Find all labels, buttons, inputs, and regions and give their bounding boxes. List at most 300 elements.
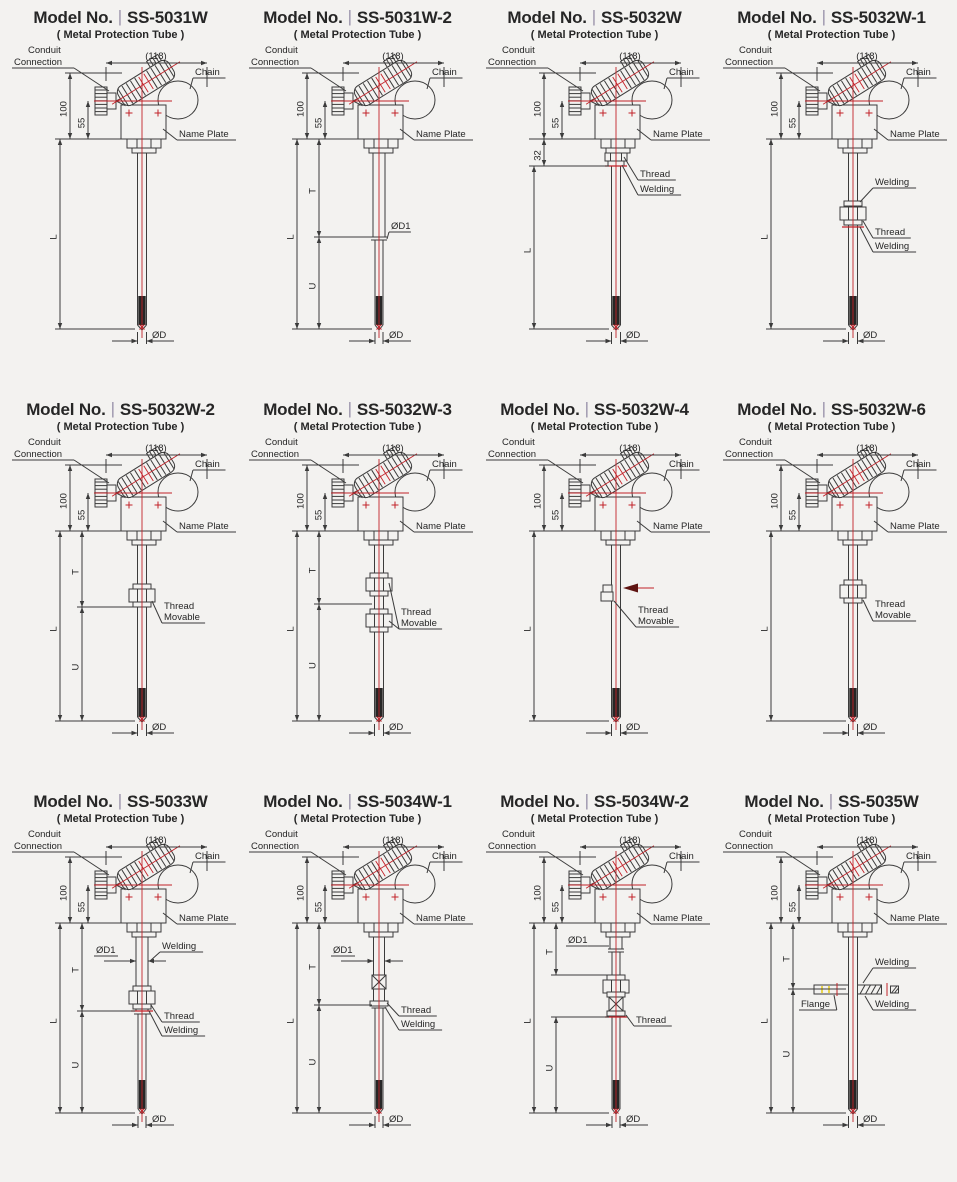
dim-label: 100 <box>58 101 70 117</box>
dim-label: 32 <box>532 150 544 161</box>
od-label: ØD <box>626 330 641 341</box>
model-title-prefix: Model No. <box>500 400 580 419</box>
callout-label: Welding <box>875 957 910 968</box>
callout-label: Name Plate <box>179 521 229 532</box>
callouts <box>249 829 473 1030</box>
callouts <box>12 829 236 1036</box>
od1-label: ØD1 <box>96 945 116 956</box>
dimension-vertical <box>49 923 136 1113</box>
model-title-prefix: Model No. <box>737 400 817 419</box>
name-plate-callout <box>874 913 947 924</box>
dim-label: 55 <box>550 901 562 913</box>
callout-label: Name Plate <box>416 129 466 140</box>
dimension-vertical <box>788 101 802 139</box>
dim-label: T <box>544 949 556 955</box>
model-cell-SS-5032W-3 <box>239 398 476 790</box>
dim-label: T <box>70 967 82 973</box>
od-label: ØD <box>863 330 878 341</box>
model-subtitle: ( Metal Protection Tube ) <box>293 421 422 433</box>
model-callout <box>626 1015 672 1026</box>
callout-label: Conduit <box>28 829 61 840</box>
dim-label: 55 <box>787 117 799 129</box>
dimension-vertical <box>286 923 373 1113</box>
dimension-vertical <box>533 73 547 139</box>
chain-callout <box>427 67 463 89</box>
model-cell-SS-5032W-1 <box>713 6 950 398</box>
title-separator: | <box>828 791 834 810</box>
callout-label: Welding <box>401 1019 436 1030</box>
name-plate-callout <box>163 129 236 140</box>
dim-label: 55 <box>787 901 799 913</box>
dimension-vertical <box>523 531 610 721</box>
callout-label: Conduit <box>28 437 61 448</box>
dimension-vertical <box>533 465 547 531</box>
dim-label: 55 <box>313 901 325 913</box>
dim-label: 100 <box>295 101 307 117</box>
callout-label: Movable <box>638 616 674 627</box>
name-plate-callout <box>874 129 947 140</box>
model-callout <box>865 996 916 1010</box>
dimension-vertical <box>59 465 73 531</box>
dim-label: (118) <box>619 443 641 454</box>
dimension-vertical <box>314 493 328 531</box>
title-separator: | <box>347 791 352 810</box>
model-subtitle: ( Metal Protection Tube ) <box>767 421 896 433</box>
dimension-vertical <box>760 923 847 1113</box>
title-separator: | <box>821 7 826 26</box>
dim-label: T <box>70 569 82 575</box>
dimension-vertical <box>545 923 610 975</box>
callout-label: Flange <box>801 999 831 1010</box>
model-cell-SS-5032W-2 <box>2 398 239 790</box>
model-title-prefix: Model No. <box>26 400 106 419</box>
model-callout <box>860 177 916 202</box>
model-number: SS-5032W-2 <box>119 400 215 419</box>
model-title <box>2 792 239 812</box>
dimension-vertical <box>782 923 847 989</box>
callout-label: Chain <box>195 67 220 78</box>
dimension-vertical <box>788 493 802 531</box>
chain-callout <box>427 851 463 873</box>
title-separator: | <box>821 399 826 418</box>
title-separator: | <box>584 791 589 810</box>
dimension-vertical <box>760 531 847 721</box>
technical-drawing <box>713 433 950 751</box>
dim-label: L <box>759 1018 771 1024</box>
title-separator: | <box>584 399 589 418</box>
technical-drawing <box>713 825 950 1143</box>
callouts <box>723 45 947 252</box>
model-subtitle: ( Metal Protection Tube ) <box>56 29 185 41</box>
dim-label: (118) <box>382 51 404 62</box>
dimension-vertical <box>788 885 802 923</box>
callout-label: Chain <box>669 67 694 78</box>
model-number: SS-5032W-4 <box>593 400 689 419</box>
model-callout <box>614 601 679 627</box>
dim-label: (118) <box>382 443 404 454</box>
model-callout <box>799 995 837 1010</box>
dimension-vertical <box>314 101 328 139</box>
dim-label: 100 <box>295 885 307 901</box>
dim-label: 100 <box>532 493 544 509</box>
dimension-vertical <box>308 1005 373 1113</box>
dimension-vertical <box>71 607 136 721</box>
model-number: SS-5035W <box>838 792 919 811</box>
dim-label: L <box>759 234 771 240</box>
name-plate-callout <box>637 129 710 140</box>
dimension-vertical <box>71 1011 136 1113</box>
name-plate-callout <box>874 521 947 532</box>
callouts <box>249 45 473 239</box>
callout-label: Conduit <box>265 437 298 448</box>
model-cell-SS-5032W-4 <box>476 398 713 790</box>
model-callout <box>151 1005 200 1022</box>
dim-label: L <box>48 234 60 240</box>
dim-label: L <box>522 247 534 254</box>
title-separator: | <box>347 7 352 26</box>
model-title <box>239 792 476 812</box>
dim-label: (118) <box>856 443 878 454</box>
dim-label: U <box>70 1061 82 1069</box>
dim-label: U <box>307 282 319 290</box>
callout-label: Connection <box>488 449 537 460</box>
model-number: SS-5031W <box>127 8 208 27</box>
dim-label: 55 <box>76 509 88 521</box>
dim-label: 100 <box>58 885 70 901</box>
chain-callout <box>901 67 937 89</box>
technical-drawing <box>239 41 476 359</box>
model-title <box>239 8 476 28</box>
model-title <box>476 792 713 812</box>
dimension-vertical <box>77 101 91 139</box>
callout-label: Name Plate <box>416 913 466 924</box>
dimension-vertical <box>59 73 73 139</box>
callout-label: Chain <box>906 851 931 862</box>
name-plate-callout <box>637 913 710 924</box>
technical-drawing <box>476 41 713 359</box>
chain-callout <box>190 67 226 89</box>
dim-label: 100 <box>58 493 70 509</box>
title-separator: | <box>117 7 123 26</box>
model-callout <box>863 957 916 983</box>
dimension-vertical <box>770 73 784 139</box>
callout-label: Conduit <box>502 45 535 56</box>
dimension-vertical <box>770 857 784 923</box>
model-cell-SS-5033W <box>2 790 239 1182</box>
model-title-prefix: Model No. <box>507 8 587 27</box>
model-callout <box>389 583 442 629</box>
callout-label: Connection <box>725 841 774 852</box>
model-subtitle: ( Metal Protection Tube ) <box>530 421 659 433</box>
model-title <box>713 8 950 28</box>
model-subtitle: ( Metal Protection Tube ) <box>56 813 185 825</box>
dim-label: L <box>759 626 771 632</box>
technical-drawing <box>2 433 239 751</box>
callout-label: Movable <box>875 610 911 621</box>
chain-callout <box>901 851 937 873</box>
model-callout <box>150 941 203 961</box>
dim-label: T <box>307 188 319 194</box>
od-label: ØD <box>389 1114 404 1125</box>
callout-label: Conduit <box>739 829 772 840</box>
dim-label: 55 <box>550 509 562 521</box>
model-number: SS-5034W-1 <box>356 792 452 811</box>
chain-callout <box>664 67 700 89</box>
dim-label: 100 <box>532 885 544 901</box>
dim-label: 55 <box>313 117 325 129</box>
dim-label: (118) <box>619 835 641 846</box>
title-separator: | <box>110 399 115 418</box>
chain-callout <box>190 459 226 481</box>
dim-label: (118) <box>619 51 641 62</box>
callout-label: Name Plate <box>653 521 703 532</box>
od-label: ØD <box>626 1114 641 1125</box>
callouts <box>486 437 710 627</box>
dim-label: 55 <box>550 117 562 129</box>
dim-label: L <box>522 1018 534 1024</box>
model-title-prefix: Model No. <box>263 400 343 419</box>
callout-label: Welding <box>875 177 910 188</box>
dimension-vertical <box>551 493 565 531</box>
model-number: SS-5031W-2 <box>356 8 452 27</box>
od-label: ØD <box>863 722 878 733</box>
callout-label: Name Plate <box>179 913 229 924</box>
model-number: SS-5032W-3 <box>356 400 452 419</box>
model-title <box>476 400 713 420</box>
dimension-vertical <box>551 885 565 923</box>
dimension-vertical <box>286 139 373 329</box>
technical-drawing <box>2 825 239 1143</box>
callout-label: Welding <box>640 184 675 195</box>
callout-label: Connection <box>251 841 300 852</box>
callout-label: Name Plate <box>653 129 703 140</box>
od-label: ØD <box>626 722 641 733</box>
callout-label: Thread <box>638 605 669 616</box>
dim-label: 100 <box>769 101 781 117</box>
callout-label: Conduit <box>502 437 535 448</box>
dimension-vertical <box>59 857 73 923</box>
dimension-vertical <box>533 857 547 923</box>
name-plate-callout <box>163 521 236 532</box>
callout-label: Thread <box>164 1011 195 1022</box>
dimension-vertical <box>296 857 310 923</box>
dim-label: 100 <box>769 885 781 901</box>
model-title <box>2 8 239 28</box>
callout-label: Thread <box>875 599 906 610</box>
dimension-vertical <box>314 885 328 923</box>
model-title <box>2 400 239 420</box>
callout-label: Chain <box>669 459 694 470</box>
technical-drawing <box>2 41 239 359</box>
dimension-vertical <box>77 885 91 923</box>
model-callout <box>566 935 609 946</box>
callout-label: Conduit <box>739 437 772 448</box>
model-title-prefix: Model No. <box>737 8 817 27</box>
dim-label: U <box>781 1050 793 1058</box>
callout-label: Connection <box>725 57 774 68</box>
callout-label: Chain <box>906 459 931 470</box>
dimension-vertical <box>308 237 373 329</box>
model-callout <box>387 221 411 239</box>
callout-label: Thread <box>640 169 671 180</box>
technical-drawing <box>476 825 713 1143</box>
model-number: SS-5033W <box>127 792 208 811</box>
callouts <box>486 829 710 1026</box>
callout-label: Thread <box>401 1005 432 1016</box>
callout-label: Conduit <box>28 45 61 56</box>
model-number: SS-5034W-2 <box>593 792 689 811</box>
model-subtitle: ( Metal Protection Tube ) <box>56 421 185 433</box>
dim-label: T <box>307 964 319 970</box>
callout-label: Chain <box>432 851 457 862</box>
od-label: ØD <box>152 1114 167 1125</box>
dim-label: 100 <box>769 493 781 509</box>
tube-fittings <box>94 945 166 1011</box>
dim-label: U <box>307 662 319 669</box>
callout-label: Connection <box>14 57 63 68</box>
callout-label: Connection <box>251 449 300 460</box>
dim-label: L <box>285 626 297 632</box>
title-separator: | <box>347 399 352 418</box>
callout-label: Welding <box>875 999 910 1010</box>
callout-label: Thread <box>636 1015 667 1026</box>
callout-label: Name Plate <box>890 521 940 532</box>
name-plate-callout <box>637 521 710 532</box>
dimension-vertical <box>533 139 610 166</box>
model-title <box>713 400 950 420</box>
dim-label: L <box>285 1018 297 1024</box>
od-label: ØD <box>863 1114 878 1125</box>
callout-label: ØD1 <box>391 221 411 232</box>
callout-label: Thread <box>401 607 432 618</box>
model-subtitle: ( Metal Protection Tube ) <box>767 29 896 41</box>
callout-label: Thread <box>164 601 195 612</box>
model-subtitle: ( Metal Protection Tube ) <box>530 813 659 825</box>
dim-label: U <box>70 663 82 671</box>
model-subtitle: ( Metal Protection Tube ) <box>293 813 422 825</box>
dim-label: 100 <box>295 493 307 509</box>
dim-label: (118) <box>145 443 167 454</box>
callout-label: Connection <box>251 57 300 68</box>
name-plate-callout <box>400 521 473 532</box>
dimension-vertical <box>770 465 784 531</box>
dimension-vertical <box>296 465 310 531</box>
callout-label: Chain <box>906 67 931 78</box>
dimension-vertical <box>551 101 565 139</box>
model-title-prefix: Model No. <box>33 792 113 811</box>
technical-drawing <box>239 433 476 751</box>
callout-label: Thread <box>875 227 906 238</box>
dim-label: 100 <box>532 101 544 117</box>
tube-fittings <box>331 945 403 1006</box>
od-label: ØD <box>152 330 167 341</box>
chain-callout <box>427 459 463 481</box>
callout-label: Chain <box>669 851 694 862</box>
callout-label: Welding <box>164 1025 199 1036</box>
model-title <box>239 400 476 420</box>
callout-label: Connection <box>488 57 537 68</box>
callout-label: Connection <box>14 449 63 460</box>
dim-label: U <box>544 1064 556 1072</box>
technical-drawing <box>476 433 713 751</box>
dim-label: (118) <box>856 51 878 62</box>
callout-label: Movable <box>164 612 200 623</box>
dimension-vertical <box>71 923 136 1011</box>
callout-label: Name Plate <box>179 129 229 140</box>
model-title-prefix: Model No. <box>744 792 824 811</box>
dimension-vertical <box>308 531 373 604</box>
dim-label: 55 <box>313 509 325 521</box>
model-cell-SS-5032W-6 <box>713 398 950 790</box>
callout-label: Name Plate <box>416 521 466 532</box>
title-separator: | <box>591 7 597 26</box>
chain-callout <box>901 459 937 481</box>
callout-label: Conduit <box>265 45 298 56</box>
dimension-vertical <box>286 531 373 721</box>
tube-fittings <box>601 584 654 602</box>
callout-label: Welding <box>162 941 197 952</box>
model-title <box>476 8 713 28</box>
model-number: SS-5032W-6 <box>830 400 926 419</box>
model-subtitle: ( Metal Protection Tube ) <box>293 29 422 41</box>
callout-label: Movable <box>401 618 437 629</box>
name-plate-callout <box>400 129 473 140</box>
dim-label: T <box>307 567 319 574</box>
callout-label: Welding <box>875 241 910 252</box>
dim-label: (118) <box>856 835 878 846</box>
callout-label: Connection <box>14 841 63 852</box>
model-cell-SS-5034W-1 <box>239 790 476 1182</box>
dim-label: L <box>48 626 60 632</box>
model-number: SS-5032W <box>601 8 682 27</box>
callout-label: Connection <box>725 449 774 460</box>
dimension-vertical <box>77 493 91 531</box>
model-cell-SS-5035W <box>713 790 950 1182</box>
callout-label: Conduit <box>265 829 298 840</box>
dimension-vertical <box>760 139 847 329</box>
dim-label: L <box>48 1018 60 1024</box>
model-title-prefix: Model No. <box>263 792 343 811</box>
callout-label: Name Plate <box>890 913 940 924</box>
model-title-prefix: Model No. <box>33 8 113 27</box>
callout-label: Chain <box>432 67 457 78</box>
dimension-vertical <box>308 604 373 721</box>
model-callout <box>152 601 205 623</box>
dimension-vertical <box>49 531 136 721</box>
od-label: ØD <box>152 722 167 733</box>
dim-label: (118) <box>145 835 167 846</box>
model-callout <box>624 157 676 180</box>
dimension-vertical <box>523 923 610 1113</box>
model-cell-SS-5031W-2 <box>239 6 476 398</box>
model-number: SS-5032W-1 <box>830 8 926 27</box>
callout-label: ØD1 <box>568 935 588 946</box>
dimension-vertical <box>308 139 373 237</box>
name-plate-callout <box>400 913 473 924</box>
callout-label: Chain <box>432 459 457 470</box>
model-subtitle: ( Metal Protection Tube ) <box>767 813 896 825</box>
dim-label: L <box>522 626 534 632</box>
od1-label: ØD1 <box>333 945 353 956</box>
model-title-prefix: Model No. <box>263 8 343 27</box>
dim-label: L <box>285 234 297 240</box>
model-callout <box>863 221 911 238</box>
model-callout <box>863 599 916 621</box>
dimension-vertical <box>523 166 610 329</box>
dimension-vertical <box>308 923 373 1005</box>
name-plate-callout <box>163 913 236 924</box>
dimension-vertical <box>49 139 136 329</box>
